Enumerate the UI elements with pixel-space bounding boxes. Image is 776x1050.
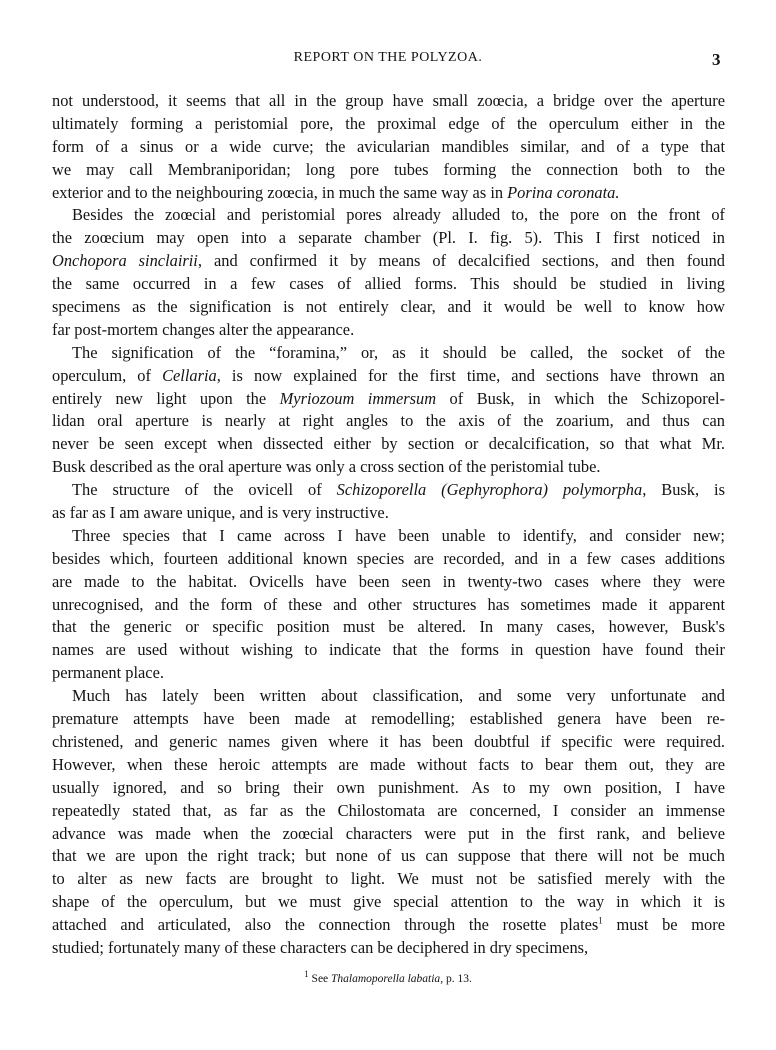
text-segment: to alter as new facts are brought to light. We must not be satisfied merely with the (52, 869, 725, 889)
text-segment: besides which, fourteen additional known species are recorded, and in a few cases additions (52, 548, 725, 568)
text-segment: repeatedly stated that, as far as the Chilostomata are concerned, I consider an immense (52, 800, 725, 820)
text-segment: are made to the habitat. Ovicells have been seen in twenty-two cases where they were (52, 571, 725, 591)
footnote-suffix: , p. 13. (440, 973, 472, 985)
text-segment: , Busk, is (642, 480, 725, 500)
italic-text: Porina coronata. (507, 182, 620, 202)
text-segment: attached and articulated, also the connection through the rosette plates (52, 915, 599, 935)
text-line (52, 639, 725, 662)
text-segment: , and confirmed it by means of decalcified sections, and then found (197, 251, 725, 271)
paragraph (52, 90, 725, 204)
text-segment: specimens as the signification is not entirely clear, and it would be well to know how (52, 297, 725, 317)
text-segment: exterior and to the neighbouring zoœcia, in much the same way as in (52, 182, 508, 202)
text-segment: we may call Membraniporidan; long pore tubes forming the connection both to the (52, 159, 725, 179)
text-segment: , is now explained for the first time, and sections have thrown an (216, 365, 725, 385)
text-segment: studied; fortunately many of these characters can be deciphered in dry specimens, (52, 937, 589, 957)
text-segment: ultimately forming a peristomial pore, the proximal edge of the operculum either in the (52, 113, 725, 133)
running-title: REPORT ON THE POLYZOA. (293, 50, 483, 65)
text-line (52, 433, 725, 456)
footnote-prefix: See (311, 973, 332, 985)
text-line (52, 731, 725, 754)
text-line (52, 159, 725, 182)
text-line (52, 845, 725, 868)
text-line (52, 296, 725, 319)
text-line (52, 914, 725, 937)
footnote-title: Thalamoporella labatia (331, 973, 441, 985)
paragraph (52, 204, 725, 341)
text-line (52, 891, 725, 914)
page-header (0, 48, 776, 70)
text-segment: permanent place. (52, 663, 164, 683)
text-line (52, 754, 725, 777)
text-segment: as far as I am aware unique, and is very instructive. (52, 503, 389, 523)
text-segment: the same occurred in a few cases of allied forms. This should be studied in living (52, 274, 725, 294)
text-line (52, 113, 725, 136)
text-segment: premature attempts have been made at remodelling; established genera have been re- (52, 709, 725, 729)
text-line (52, 342, 725, 365)
text-segment: never be seen except when dissected either by section or decalcification, so that what Mr. (52, 434, 725, 454)
text-line (52, 594, 725, 617)
text-segment: shape of the operculum, but we must give special attention to the way in which it is (52, 892, 725, 912)
paragraph (52, 525, 725, 685)
paragraph (52, 342, 725, 479)
italic-text: Cellaria (162, 365, 217, 385)
text-segment: operculum, of (52, 365, 163, 385)
paragraph (52, 685, 725, 960)
text-segment: names are used without wishing to indicate that the forms in question have found their (52, 640, 725, 660)
text-segment: not understood, it seems that all in the group have small zoœcia, a bridge over the aperture (52, 91, 725, 110)
text-line (52, 388, 725, 411)
text-segment: usually ignored, and so bring their own punishment. As to my own position, I have (52, 777, 725, 797)
text-line (52, 182, 725, 205)
text-segment: Much has lately been written about classification, and some very unfortunate and (72, 686, 725, 706)
text-segment: advance was made when the zoœcial characters were put in the first rank, and believe (52, 823, 725, 843)
text-line (52, 410, 725, 433)
text-line (52, 319, 725, 342)
text-line (52, 456, 725, 479)
text-segment: unrecognised, and the form of these and other structures has sometimes made it apparent (52, 594, 725, 614)
text-line (52, 685, 725, 708)
italic-text: Myriozoum immersum (279, 388, 437, 408)
text-line (52, 365, 725, 388)
text-segment: that the generic or specific position must be altered. In many cases, however, Busk's (52, 617, 725, 637)
text-segment: of Busk, in which the Schizoporel- (436, 388, 725, 408)
text-segment: However, when these heroic attempts are made without facts to bear them out, they are (52, 754, 725, 774)
text-segment: far post-mortem changes alter the appearance. (52, 319, 355, 339)
text-line (52, 571, 725, 594)
text-line (52, 502, 725, 525)
footnote (0, 969, 776, 985)
text-line (52, 250, 725, 273)
italic-text: Onchopora sinclairii (52, 251, 198, 271)
body-text (52, 90, 725, 960)
text-segment: Busk described as the oral aperture was only a cross section of the peristomial tube. (52, 457, 601, 477)
text-line (52, 662, 725, 685)
text-line (52, 616, 725, 639)
text-segment: The structure of the ovicell of (72, 480, 337, 500)
text-line (52, 136, 725, 159)
text-segment: the zoœcium may open into a separate chamber (Pl. I. fig. 5). This I first noticed in (52, 228, 725, 248)
text-line (52, 823, 725, 846)
text-line (52, 708, 725, 731)
text-line (52, 937, 725, 960)
text-segment: Besides the zoœcial and peristomial pores already alluded to, the pore on the front of (72, 205, 725, 225)
text-line (52, 800, 725, 823)
text-segment: christened, and generic names given where it has been doubtful if specific were required. (52, 731, 725, 751)
text-line (52, 548, 725, 571)
italic-text: Schizoporella (Gephyrophora) polymorpha (336, 480, 643, 500)
text-segment: lidan oral aperture is nearly at right angles to the axis of the zoarium, and thus can (52, 411, 725, 431)
text-line (52, 525, 725, 548)
text-line (52, 868, 725, 891)
footnote-reference: 1 (598, 915, 603, 926)
text-segment: form of a sinus or a wide curve; the avicularian mandibles similar, and of a type that (52, 136, 725, 156)
text-line (52, 204, 725, 227)
page-number: 3 (712, 50, 721, 69)
text-segment: must be more (602, 915, 725, 935)
text-segment: entirely new light upon the (52, 388, 280, 408)
text-line (52, 90, 725, 113)
text-line (52, 227, 725, 250)
footnote-marker: 1 (304, 969, 309, 980)
text-segment: The signification of the “foramina,” or, as it should be called, the socket of the (72, 342, 725, 362)
text-line (52, 273, 725, 296)
text-line (52, 777, 725, 800)
text-segment: that we are upon the right track; but none of us can suppose that there will not be much (52, 846, 725, 866)
text-segment: Three species that I came across I have been unable to identify, and consider new; (72, 525, 725, 545)
paragraph (52, 479, 725, 525)
text-line (52, 479, 725, 502)
